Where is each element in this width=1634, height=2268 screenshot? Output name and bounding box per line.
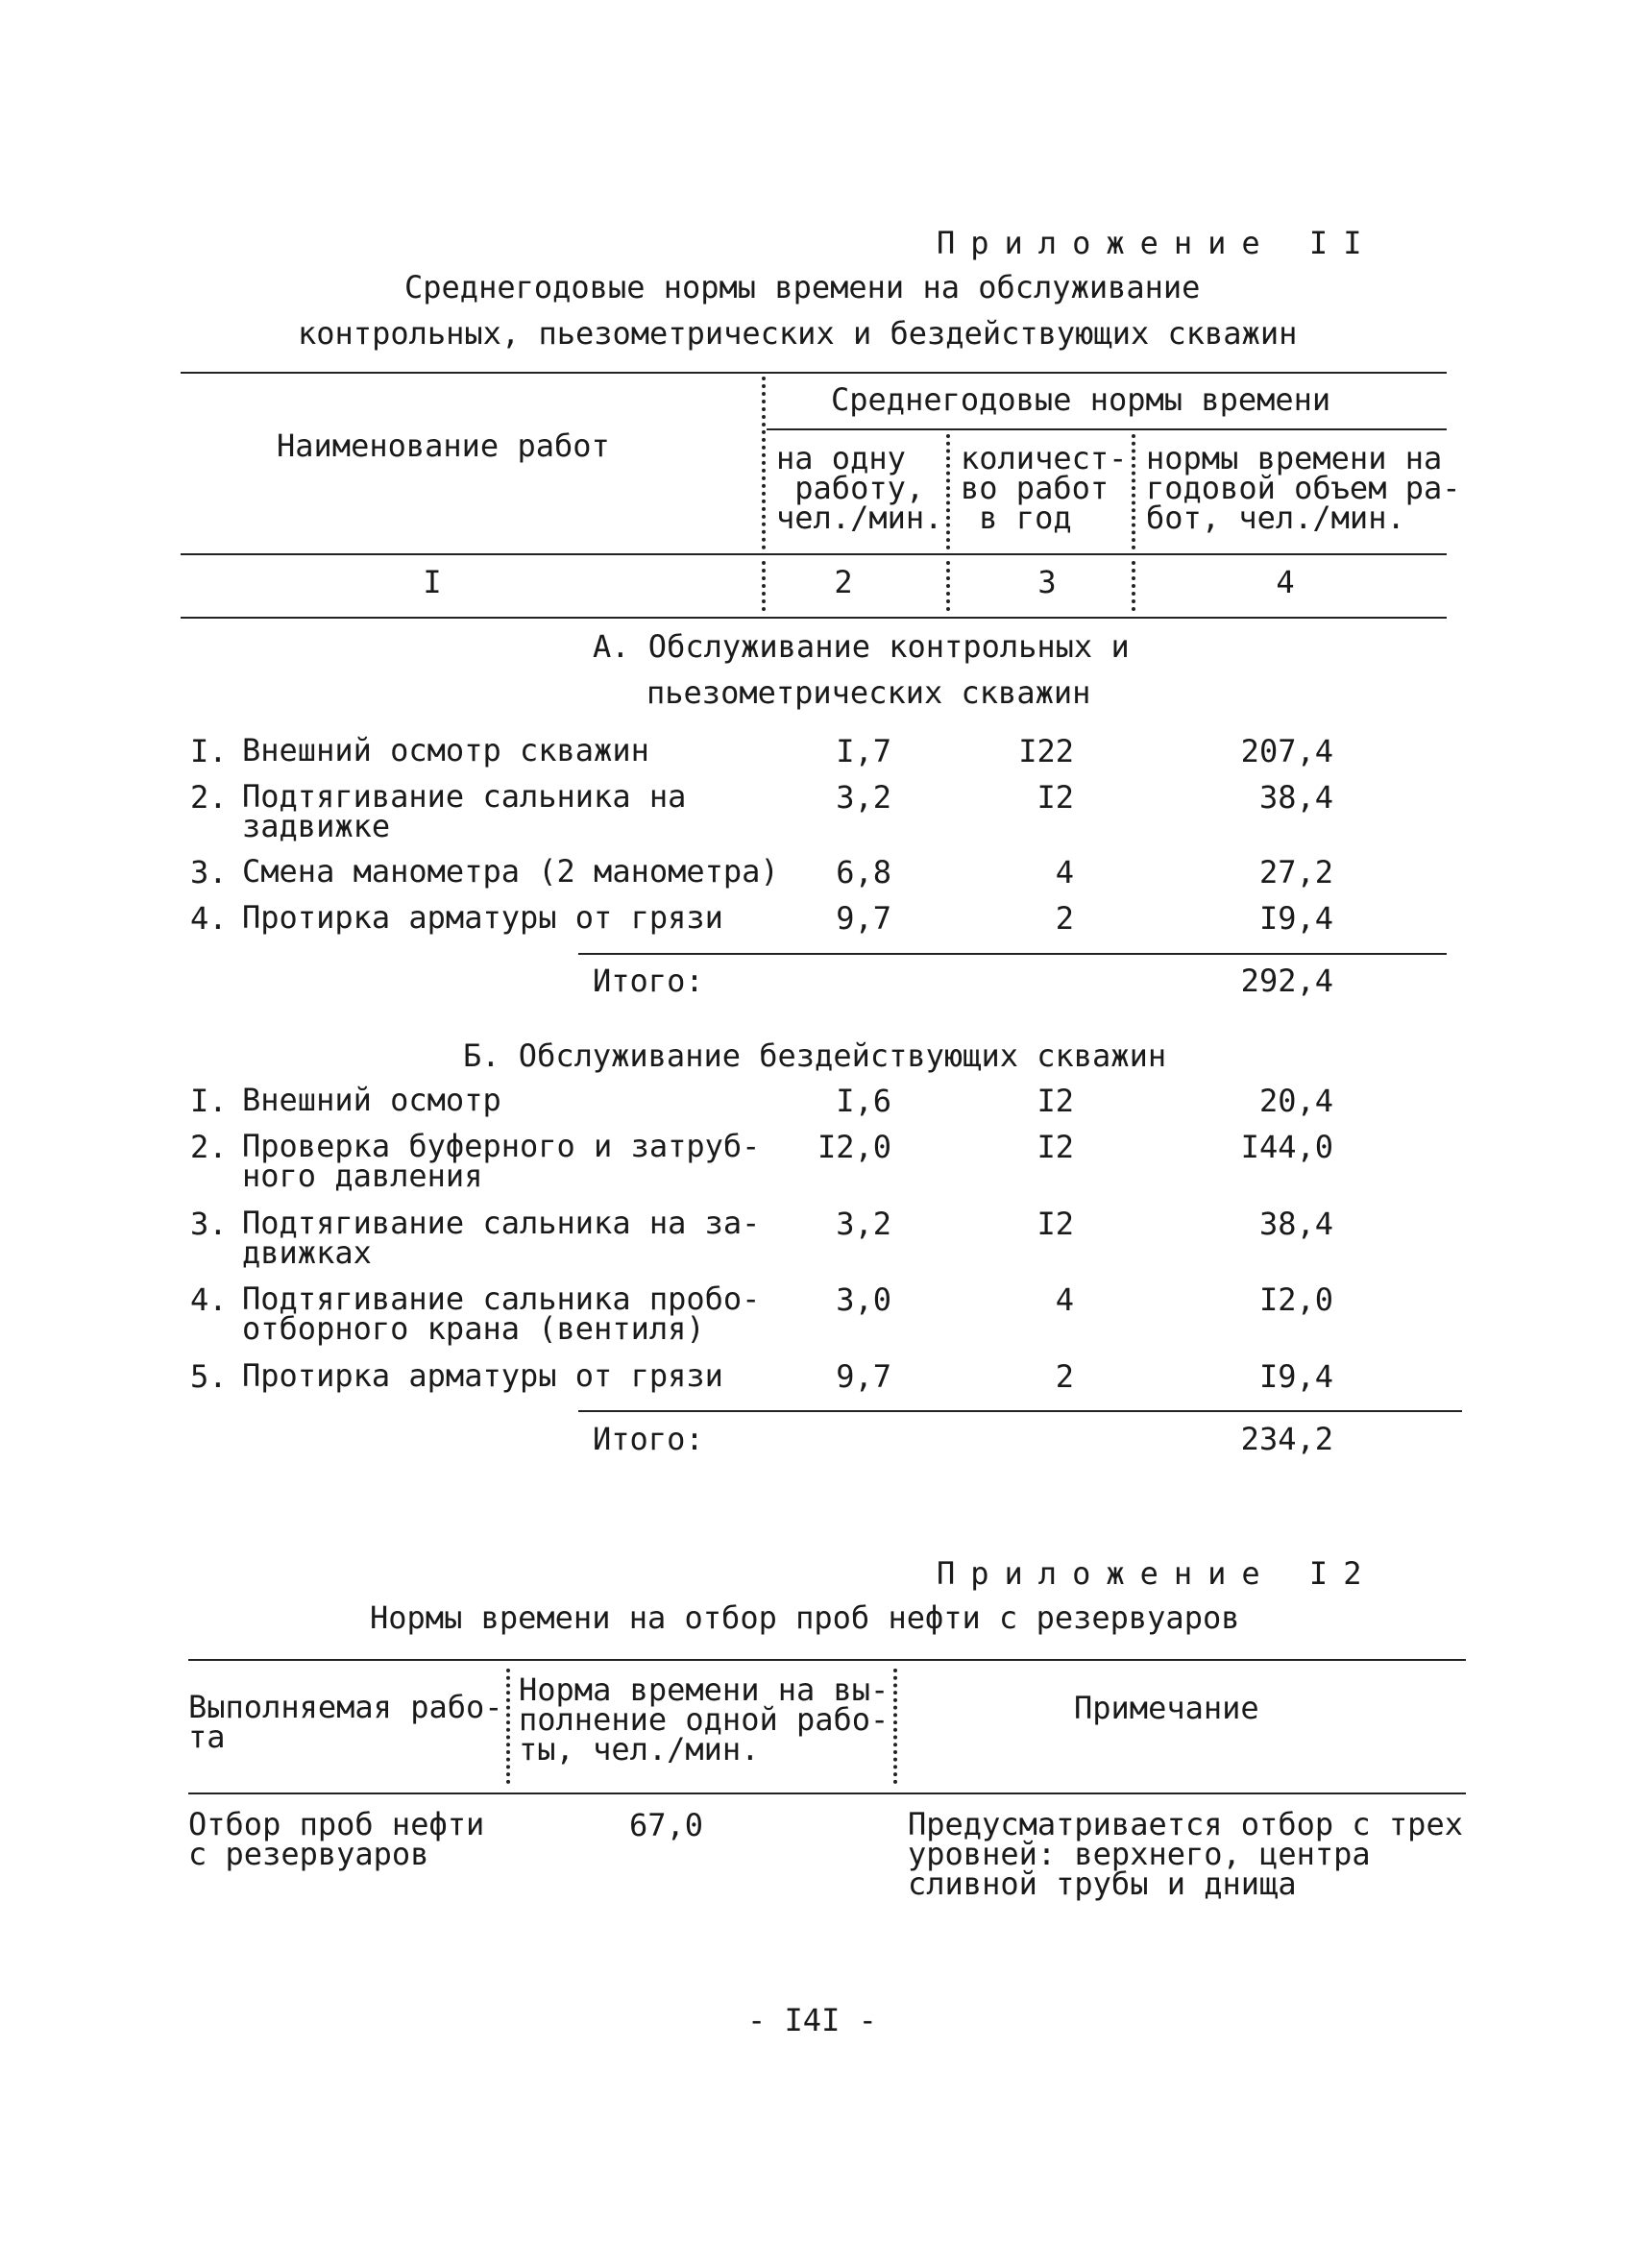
appendix-11-label: Приложение II (937, 225, 1378, 261)
job-count: I2 (1036, 779, 1074, 816)
section-b-total-label: Итого: (593, 1421, 704, 1457)
work-name: Внешний осмотр (242, 1082, 501, 1118)
header-bottom-rule (181, 553, 1447, 555)
row-number: 2. (190, 1129, 228, 1165)
per-job-time: I,6 (836, 1083, 891, 1119)
annual-time: 38,4 (1258, 1206, 1333, 1242)
header-group-title: Среднегодовые нормы времени (831, 381, 1331, 418)
job-count: I2 (1036, 1206, 1074, 1242)
column-separator (1132, 561, 1135, 611)
numbers-bottom-rule (181, 617, 1447, 619)
page-number: - I4I - (747, 2002, 877, 2038)
row-number: I. (190, 1083, 228, 1119)
work-name: Протирка арматуры от грязи (242, 899, 723, 936)
row-number: 4. (190, 1281, 228, 1318)
job-count: I2 (1036, 1083, 1074, 1119)
section-a-title-line2: пьезометрических скважин (646, 674, 1091, 711)
header-bottom-rule (188, 1792, 1466, 1794)
per-job-time: 3,2 (836, 1206, 891, 1242)
work-name: Проверка буферного и затруб- ного давления (242, 1128, 761, 1194)
header-norm: Норма времени на вы- полнение одной рабо- ты, чел./мин. (519, 1671, 890, 1768)
annual-time: 38,4 (1258, 779, 1333, 816)
table-top-rule (188, 1659, 1466, 1661)
job-count: I2 (1036, 1129, 1074, 1165)
total-rule (578, 953, 1447, 955)
section-b-total-value: 234,2 (1240, 1421, 1333, 1457)
annual-time: I9,4 (1258, 1358, 1333, 1395)
job-count: 4 (1055, 854, 1074, 890)
row-number: 3. (190, 854, 228, 890)
annual-time: I44,0 (1240, 1129, 1333, 1165)
row-number: 2. (190, 779, 228, 816)
job-count: I22 (1018, 733, 1074, 769)
row-number: I. (190, 733, 228, 769)
column-separator (762, 377, 766, 549)
per-job-time: 9,7 (836, 900, 891, 937)
header-col4: нормы времени на годовой объем ра- бот, чел./мин. (1146, 440, 1461, 536)
header-col2: на одну работу, чел./мин. (776, 440, 943, 536)
job-count: 4 (1055, 1281, 1074, 1318)
section-a-title-line1: А. Обслуживание контрольных и (593, 628, 1130, 665)
header-group-rule (767, 428, 1447, 430)
table-top-rule (181, 372, 1447, 374)
column-separator (1132, 434, 1135, 549)
per-job-time: 9,7 (836, 1358, 891, 1395)
annual-time: I9,4 (1258, 900, 1333, 937)
annual-time: 20,4 (1258, 1083, 1333, 1119)
annual-time: 207,4 (1240, 733, 1333, 769)
work-name: Протирка арматуры от грязи (242, 1357, 723, 1394)
header-work: Выполняемая рабо- та (188, 1689, 503, 1755)
column-number-1: I (423, 564, 442, 600)
column-separator (506, 1669, 510, 1784)
work-name: Подтягивание сальника пробо- отборного крана (вентиля) (242, 1280, 761, 1347)
section-a-total-value: 292,4 (1240, 963, 1333, 999)
column-number-3: 3 (1037, 564, 1057, 600)
work-name: Смена манометра (2 манометра) (242, 853, 779, 890)
row-number: 5. (190, 1358, 228, 1395)
work-name: Подтягивание сальника на за- движках (242, 1205, 761, 1271)
column-separator (762, 561, 766, 611)
work-name: Подтягивание сальника на задвижке (242, 778, 687, 844)
section-a-total-label: Итого: (593, 963, 704, 999)
header-work-name: Наименование работ (277, 427, 610, 464)
per-job-time: I2,0 (817, 1129, 891, 1165)
job-count: 2 (1055, 1358, 1074, 1395)
section-b-title: Б. Обслуживание бездействующих скважин (463, 1037, 1167, 1074)
appendix-11-title-line2: контрольных, пьезометрических и бездействующих скважин (298, 315, 1298, 352)
per-job-time: 3,0 (836, 1281, 891, 1318)
job-count: 2 (1055, 900, 1074, 937)
annual-time: I2,0 (1258, 1281, 1333, 1318)
sampling-note: Предусматривается отбор с трех уровней: верхнего, центра сливной трубы и днища (908, 1806, 1463, 1902)
sampling-norm: 67,0 (629, 1807, 704, 1843)
per-job-time: 3,2 (836, 779, 891, 816)
header-col3: количест- во работ в год (961, 440, 1128, 536)
appendix-12-title: Нормы времени на отбор проб нефти с резервуаров (370, 1599, 1240, 1636)
work-name: Внешний осмотр скважин (242, 732, 649, 768)
appendix-12-label: Приложение I2 (937, 1555, 1378, 1592)
column-separator (946, 561, 950, 611)
per-job-time: 6,8 (836, 854, 891, 890)
per-job-time: I,7 (836, 733, 891, 769)
total-rule (578, 1410, 1462, 1412)
column-separator (893, 1669, 897, 1784)
annual-time: 27,2 (1258, 854, 1333, 890)
appendix-11-title-line1: Среднегодовые нормы времени на обслуживание (404, 269, 1201, 305)
sampling-work: Отбор проб нефти с резервуаров (188, 1806, 485, 1872)
column-number-2: 2 (834, 564, 853, 600)
header-note: Примечание (1074, 1690, 1259, 1726)
row-number: 3. (190, 1206, 228, 1242)
row-number: 4. (190, 900, 228, 937)
column-number-4: 4 (1276, 564, 1295, 600)
column-separator (946, 434, 950, 549)
